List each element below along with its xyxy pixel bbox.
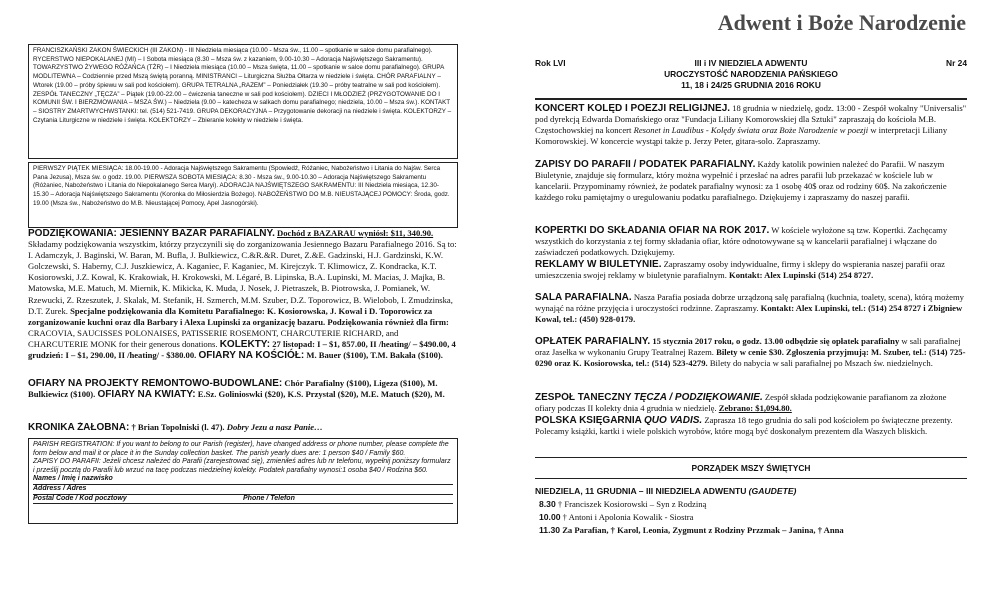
parish-groups-box: FRANCISZKAŃSKI ZAKON ŚWIECKICH (III ZAKON) - III Niedziela miesiąca (10.00 - Msza św., 11.00 – spotkanie w salce domu parafialnego). RYCERSTWO NIEPOKALANEJ (MI) – I Sobota miesiąca (8.30 – Msza św. z kazaniem, 9.00-10.30 – Adoracja Najświętszego Sakramentu). TOWARZYSTWO ŻYWEGO RÓŻAŃCA (TŻR) – I Niedziela miesiąca (10.00 – Msza święta, 11.00 – spotkanie w salce domu parafialnego). GRUPA MODLITEWNA – Codziennie przed Mszą świętą poranną. MINISTRANCI – Liturgiczna Służba Ołtarza w niedziele i święta. CHÓR PARAFIALNY – Wtorek (19.00 – próby śpiewu w sali pod kościołem). GRUPA TETRALNA „RAZEM” – Poniedziałek (19.30 – próby teatralne w sali pod kościołem). ZESPÓŁ TANECZNY „TĘCZA” – Piątek (19.00-22.00 – ćwiczenia taneczne w sali pod kościołem). DZIECI I MŁODZIEŻ (PRZYGOTOWANIE DO I KOMUNII ŚW. I BIERZMOWANIA – MSZA ŚW.) – Niedziela (9.00 – katecheza w salkach domu parafialnego; niedziela, 10.00 – Msza św.). KONTAKT – SIOSTRY ZMARTWYCHWSTANKI: tel. (514) 521-7419. GRUPA DEKORACYJNA – Przygotowanie dekoracji na niedziele i święta. KOLEKTORZY – Czytania Liturgiczne w niedziele i święta. KOLEKTORZY – Zbieranie kolekty w niedziele i święta.	[28, 44, 458, 159]
postal-phone-field[interactable]	[33, 495, 453, 505]
first-friday-box: PIERWSZY PIĄTEK MIESIĄCA: 18.00-19.00 - Adoracja Najświętszego Sakramentu (Spowiedź, Różaniec, Nabożeństwo i Litania do Najśw. Serca Pana Jezusa), Msza św. o godz. 19.00. PIERWSZA SOBOTA MIESIĄCA: 8.30 - Msza św., 9.00-10.30 – Adoracja Najświętszego Sakramentu (Różaniec, Nabożeństwo i Litania do Niepokalanego Serca Maryi). ADORACJA NAJŚWIĘTSZEGO SAKRAMENTU: III Niedziela miesiąca, 12.30-15.30 – Adoracja Najświętszego Sakramentu (Koronka do Miłosierdzia Bożego). NABOŻEŃSTWO DO M.B. NIEUSTAJĄCEJ POMOCY: Środa, godz. 19.00 (Msza św., Nabożeństwo do M.B. Nieustającej Pomocy, Apel Jasnogórski).	[28, 162, 458, 228]
kopertki-heading: KOPERTKI DO SKŁADANIA OFIAR NA ROK 2017.	[535, 225, 770, 236]
sala-body: Nasza Parafia posiada dobrze urządzoną salę parafialną (kuchnia, toalety, scena), którą możemy wynająć na różne przyjęcia i uroczystości rodzinne. Zapraszamy.	[535, 292, 964, 313]
reklamy-heading: REKLAMY W BIULETYNIE.	[535, 259, 662, 270]
koncert-section	[535, 103, 967, 159]
msze-day	[535, 485, 967, 498]
registration-en: PARISH REGISTRATION: If you want to belong to our Parish (register), have changed address or phone number, please complete the form below and mail it or place it in the Sunday collection basket. The parish yearly dues are: 1 person $40 / Family $60.	[33, 441, 449, 457]
msze-day-label: NIEDZIELA, 11 GRUDNIA – III NIEDZIELA ADWENTU	[535, 486, 747, 496]
mass-intention: † Franciszek Kosiorowski – Syn z Rodziną	[557, 499, 707, 509]
reklamy-contact: Kontakt: Alex Lupinski (514) 254 8727.	[729, 270, 874, 280]
right-column	[535, 44, 967, 537]
mass-row	[535, 511, 967, 524]
zapisy-body: Każdy katolik powinien należeć do Parafii. W naszym Biuletynie, znajduje się formularz, który można wypełnić i przesłać na adres parafii lub przekazać w kościele lub w kancelarii. Przypominamy również, że podatek parafialny wynosi: za 1 osobę 40$ oraz od rodziny 60$. Na zakończenie każdego roku pamiętajmy o uregulowaniu podatku parafialnego. Dziękujemy i zapraszamy do naszej parafii.	[535, 159, 947, 202]
ksiegarnia-heading: POLSKA KSIĘGARNIA	[535, 415, 642, 426]
kwiaty-label: OFIARY NA KWIATY:	[97, 389, 196, 400]
header-line3: 11, 18 i 24/25 GRUDNIA 2016 ROKU	[681, 80, 821, 90]
zespol-heading-italic: TĘCZA / PODZIĘKOWANIE.	[633, 392, 763, 403]
ksiegarnia-body: Zaprasza 18 tego grudnia do sali pod kościołem po świąteczne prezenty. Polecamy książki, kartki i wiele polskich wyrobów, które mogą być doskonałym prezentem dla Waszych bliskich.	[535, 415, 953, 436]
bulletin-header	[535, 58, 967, 100]
phone-label: Phone / Telefon	[243, 494, 295, 502]
kopertki-body: W kościele wyłożone są tzw. Kopertki. Zachęcamy wszystkich do korzystania z tej formy składania ofiar, które odnotowywane są w kancelarii parafialnej i włączane do zaświadczeń podatkowych. Dziękujemy.	[535, 225, 948, 257]
zespol-collected: Zebrano: $1,094.80.	[718, 403, 792, 413]
oplatek-date: 15 stycznia 2017 roku, o godz. 13.00 odbędzie się opłatek parafialny	[652, 336, 900, 346]
oplatek-tail: Bilety do nabycia w sali parafialnej po Mszach św. niedzielnych.	[709, 358, 933, 368]
koncert-body: 18 grudnia w niedzielę, godz. 13:00 - Zespół wokalny "Universalis" pod dyrekcją Edwarda Domańskiego oraz "Fundacja Liliany Komorowskiej dla Sztuki" zapraszają do kościoła M.B. Częstochowskiej na koncert	[535, 103, 967, 135]
left-column	[28, 44, 458, 524]
msze-list	[535, 485, 967, 537]
sala-contact: Kontakt: Alex Lupinski, tel.: (514) 254 8727 i Zbigniew Kowal, tel.: (450) 928-0179.	[535, 303, 963, 324]
koncert-title: Resonet in Laudibus - Kolędy świata oraz Boże Narodzenie w poezji	[633, 125, 869, 135]
zespol-heading: ZESPÓŁ TANECZNY	[535, 392, 632, 403]
rok-label: Rok LVI	[535, 58, 566, 68]
sala-heading: SALA PARAFIALNA.	[535, 292, 632, 303]
oplatek-section	[535, 336, 967, 392]
projekty-section	[28, 378, 458, 400]
oplatek-heading: OPŁATEK PARAFIALNY.	[535, 336, 651, 347]
msze-day-italic: (GAUDETE)	[748, 486, 797, 496]
msze-heading: PORZĄDEK MSZY ŚWIĘTYCH	[535, 457, 967, 479]
mass-intention: † Antoni i Apolonia Kowalik - Siostra	[562, 512, 694, 522]
bazaar-firms: CRACOVIA, SAUCISSES POLONAISES, PATISSERIE ROSEMONT, CHARCUTERIE RICHARD, and CHARCUTERIE MONK for their generous donations.	[28, 327, 399, 349]
mass-time: 8.30	[539, 499, 556, 509]
bazaar-kitchen: Specjalne podziękowania dla Komitetu Parafialnego: K. Kosiorowska, J. Kowal i D. Toporowicz za zorganizowanie kuchni oraz dla Barbary i Alexa Lupinski za organizację bazaru.	[28, 305, 433, 327]
mass-time: 11.30	[539, 525, 561, 535]
zespol-body: Zespół składa podziękowanie parafianom za złożone ofiary podczas II kolekty dnia 4 grudnia w niedzielę.	[535, 392, 947, 413]
postal-label: Postal Code / Kod pocztowy	[33, 494, 127, 502]
registration-form	[28, 438, 458, 524]
reklamy-section	[535, 259, 967, 292]
projekty-heading: OFIARY NA PROJEKTY REMONTOWO-BUDOWLANE:	[28, 378, 283, 389]
ksiegarnia-heading-italic: QUO VADIS.	[644, 415, 703, 426]
projekty-body: Chór Parafialny ($100), Ligeza ($100), M. Bulkiewicz ($100).	[28, 378, 438, 400]
kronika-body: † Brian Topolniski (l. 47).	[131, 422, 225, 432]
header-line1: III i IV NIEDZIELA ADWENTU	[694, 58, 808, 68]
oplatek-body: w sali parafialnej oraz Jasełka w wykonaniu Grupy Teatralnej Razem.	[535, 336, 961, 357]
kolekty-label: KOLEKTY:	[219, 338, 271, 350]
address-label: Address / Adres	[33, 484, 87, 492]
header-line2: UROCZYSTOŚĆ NARODZENIA PAŃSKIEGO	[664, 69, 838, 79]
kronika-section	[28, 422, 458, 434]
reklamy-body: Zapraszamy osoby indywidualne, firmy i sklepy do wspierania naszej parafii oraz umieszczenia swojej reklamy w biuletynie parafialnym.	[535, 259, 945, 280]
mass-row	[535, 524, 967, 537]
bazaar-body: Składamy podziękowania wszystkim, którzy przyczynili się do zorganizowania Jesiennego Bazaru Parafialnego 2016. Są to: I. Adamczyk, J. Baginski, W. Baran, M. Bufla, J. Bulkiewicz, C.&R.&R. Duret, Z.&E. Gadzinski, H.J. Gardzinski, K.W. Golczewski, S. Haberny, C.J. Juszkiewicz, A. Kaganiec, F. Kaganiec, M. Kirejczyk. T. Klimowicz, Z. Kondracka, K.T. Kosiorowski, J.Z. Kowal, K. Krakowiak, H. Krokowski, M. Légaré, B. Lipinska, B.A. Lupinski, M. Macias, J. Majka, B. Matowska, M.E. Matuch, M. Miernik, K. Mikicka, K. Muda, J. Nosek, J. Pietraszek, B. Piotrowska, J. Pomianek, W. Rzewucki, Z. Rzeszutek, J. Skalak, M. Stefanik, H. Szmerch, M.M. Szuber, D.Z. Toporowicz, B. Wielobob, I. Zmudzinska, D.T. Zurek.	[28, 239, 457, 316]
address-field[interactable]	[33, 485, 453, 495]
ofiary-kosciol-values: M. Bauer ($100), T.M. Bakała ($100).	[306, 350, 443, 361]
ofiary-kosciol-label: OFIARY NA KOŚCIÓŁ:	[198, 350, 305, 362]
name-label: Names / Imię i nazwisko	[33, 475, 113, 483]
zapisy-heading: ZAPISY DO PARAFII / PODATEK PARAFIALNY.	[535, 159, 756, 170]
mass-intention: Za Parafian, † Karol, Leonia, Zygmunt z Rodziny Przzmak – Janina, † Anna	[562, 525, 844, 535]
name-field[interactable]	[33, 475, 453, 485]
kopertki-section	[535, 225, 967, 259]
koncert-tail: w interpretacji Liliany Komorowskiej. W koncercie wystąpi także p. Jerzy Peter, gitara-solo. Zapraszamy.	[535, 125, 948, 146]
kolekty-values: 27 listopad: I – $1, 857.00, II /heating/ – $490.00, 4 grudzień: I – $1, 290.00, II /heating/ - $380.00.	[28, 338, 456, 361]
ksiegarnia-section	[535, 415, 967, 449]
mass-row	[535, 498, 967, 511]
oplatek-tickets: Bilety w cenie $30. Zgłoszenia przyjmują: M. Szuber, tel.: (514) 725-0290 oraz K. Kosiorowska, tel.: (514) 523-4279.	[535, 347, 966, 368]
sala-section	[535, 292, 967, 336]
bazaar-section	[28, 228, 458, 378]
nr-label: Nr 24	[946, 58, 967, 68]
bazaar-firms-label: Podziękowania również dla firm:	[327, 316, 449, 327]
bazaar-heading: PODZIĘKOWANIA: JESIENNY BAZAR PARAFIALNY.	[28, 228, 275, 239]
kwiaty-values: E.Sz. Golinioswki ($20), K.S. Przystal ($20), M.E. Matuch ($20), M.	[197, 389, 445, 400]
zespol-section	[535, 392, 967, 415]
page-title: Adwent i Boże Narodzenie	[717, 10, 966, 35]
mass-time: 10.00	[539, 512, 561, 522]
zapisy-section	[535, 159, 967, 225]
kronika-heading: KRONIKA ŻAŁOBNA:	[28, 422, 130, 433]
kronika-prayer: Dobry Jezu a nasz Panie…	[226, 422, 323, 432]
koncert-heading: KONCERT KOLĘD I POEZJI RELIGIJNEJ.	[535, 103, 731, 114]
registration-pl: ZAPISY DO PARAFII: Jeżeli chcesz należeć do Parafii (zarejestrować się), zmieniłeś adres lub nr telefonu, wypełnij poniższy formularz i prześlij pocztą do Parafii lub wrzuć na tacę podczas niedzielnej kolekty. Podatek parafialny wynosi:1 osoba $40 / Rodzina $60.	[33, 458, 451, 474]
bazaar-income: Dochód z BAZARAU wyniósł: $11, 340.90.	[277, 228, 434, 238]
